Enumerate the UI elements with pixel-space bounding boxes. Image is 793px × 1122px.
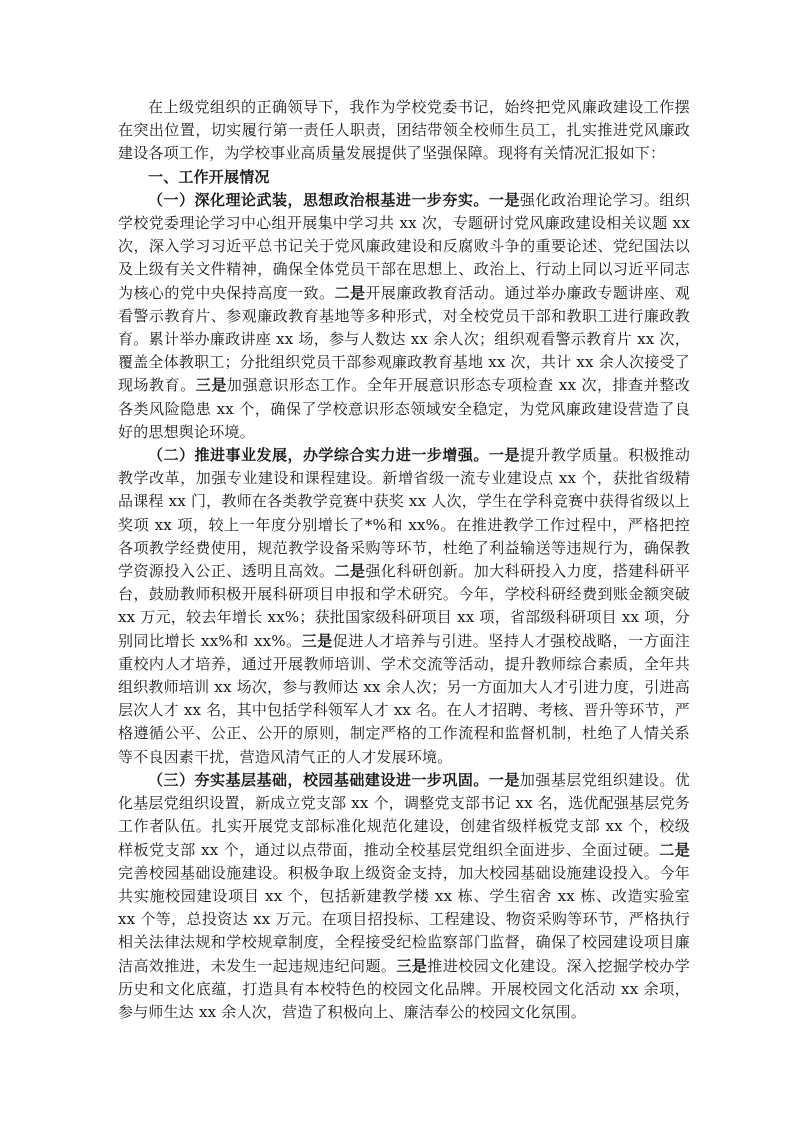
point-3-keyword: 三是 — [396, 956, 428, 975]
point-1-keyword: 一是 — [488, 770, 520, 789]
point-1-text: 加强基层党组织建设。优化基层党组织设置，新成立党支部 xx 个，调整党支部书记 xx 名，选优配强基层党务工作者队伍。扎实开展党支部标准化规范化建设，创建省级样板党支部 xx 个，校级样板党支部 xx 个，通过以点带面，推动全校基层党组织全面进步、全面过硬。 — [118, 770, 691, 859]
point-3-text: 加强意识形态工作。全年开展意识形态专项检查 xx 次，排查并整改各类风险隐患 xx 个，确保了学校意识形态领域安全稳定，为党风廉政建设营造了良好的思想舆论环境。 — [118, 376, 690, 441]
subsection-3-paragraph — [118, 769, 690, 1024]
subsection-1-title: （一）深化理论武装，思想政治根基进一步夯实。 — [148, 190, 489, 209]
point-3-keyword: 三是 — [301, 631, 333, 650]
subsection-2-title: （二）推进事业发展，办学综合实力进一步增强。 — [148, 446, 489, 465]
point-2-keyword: 二是 — [334, 283, 366, 302]
point-2-text: 强化科研创新。加大科研投入力度，搭建科研平台，鼓励教师积极开展科研项目申报和学术研究。今年，学校科研经费到账金额突破 xx 万元，较去年增长 xx%；获批国家级科研项目 xx 项，省部级科研项目 xx 项，分别同比增长 xx%和 xx%。 — [118, 562, 690, 650]
intro-paragraph: 在上级党组织的正确领导下，我作为学校党委书记，始终把党风廉政建设工作摆在突出位置，切实履行第一责任人职责，团结带领全校师生员工，扎实推进党风廉政建设各项工作，为学校事业高质量发展提供了坚强保障。现将有关情况汇报如下： — [118, 98, 690, 163]
point-2-keyword: 二是 — [659, 840, 691, 859]
point-1-keyword: 一是 — [488, 446, 520, 465]
point-3-text: 推进校园文化建设。深入挖掘学校办学历史和文化底蕴，打造具有本校特色的校园文化品牌。开展校园文化活动 xx 余项，参与师生达 xx 余人次，营造了积极向上、廉洁奉公的校园文化氛围。 — [118, 956, 691, 1021]
subsection-2-paragraph — [118, 444, 690, 769]
point-1-text: 提升教学质量。积极推动教学改革，加强专业建设和课程建设。新增省级一流专业建设点 xx 个，获批省级精品课程 xx 门，教师在各类教学竞赛中获奖 xx 人次，学生在学科竞赛中获得省级以上奖项 xx 项，较上一年度分别增长了*%和 xx%。在推进教学工作过程中，严格把控各项教学经费使用，规范教学设备采购等环节，杜绝了利益输送等违规行为，确保教学资源投入公正、透明且高效。 — [118, 446, 691, 581]
subsection-3-title: （三）夯实基层基础，校园基础建设进一步巩固。 — [148, 770, 489, 789]
point-3-text: 促进人才培养与引进。坚持人才强校战略，一方面注重校内人才培养，通过开展教师培训、学术交流等活动，提升教师综合素质，全年共组织教师培训 xx 场次，参与教师达 xx 余人次；另一方面加大人才引进力度，引进高层次人才 xx 名，其中包括学科领军人才 xx 名。在人才招聘、考核、晋升等环节，严格遵循公平、公正、公开的原则，制定严格的工作流程和监督机制，杜绝了人情关系等不良因素干扰，营造风清气正的人才发展环境。 — [118, 631, 690, 766]
point-1-text: 强化政治理论学习。组织学校党委理论学习中心组开展集中学习共 xx 次，专题研讨党风廉政建设相关议题 xx 次，深入学习习近平总书记关于党风廉政建设和反腐败斗争的重要论述、党纪国法以及上级有关文件精神，确保全体党员干部在思想上、政治上、行动上同以习近平同志为核心的党中央保持高度一致。 — [118, 190, 691, 302]
subsection-1-paragraph — [118, 189, 690, 444]
point-2-keyword: 二是 — [334, 562, 366, 581]
point-3-keyword: 三是 — [195, 376, 227, 395]
document-page — [118, 96, 690, 1024]
point-1-keyword: 一是 — [488, 190, 520, 209]
section-heading: 一、工作开展情况 — [148, 167, 270, 186]
point-2-text: 完善校园基础设施建设。积极争取上级资金支持，加大校园基础设施建设投入。今年共实施校园建设项目 xx 个，包括新建教学楼 xx 栋、学生宿舍 xx 栋、改造实验室 xx 个等，总投资达 xx 万元。在项目招投标、工程建设、物资采购等环节，严格执行相关法律法规和学校规章制度，全程接受纪检监察部门监督，确保了校园建设项目廉洁高效推进，未发生一起违规违纪问题。 — [118, 863, 690, 975]
point-2-text: 开展廉政教育活动。通过举办廉政专题讲座、观看警示教育片、参观廉政教育基地等多种形式，对全校党员干部和教职工进行廉政教育。累计举办廉政讲座 xx 场，参与人数达 xx 余人次；组织观看警示教育片 xx 次，覆盖全体教职工；分批组织党员干部参观廉政教育基地 xx 次，共计 xx 余人次接受了现场教育。 — [118, 283, 690, 395]
